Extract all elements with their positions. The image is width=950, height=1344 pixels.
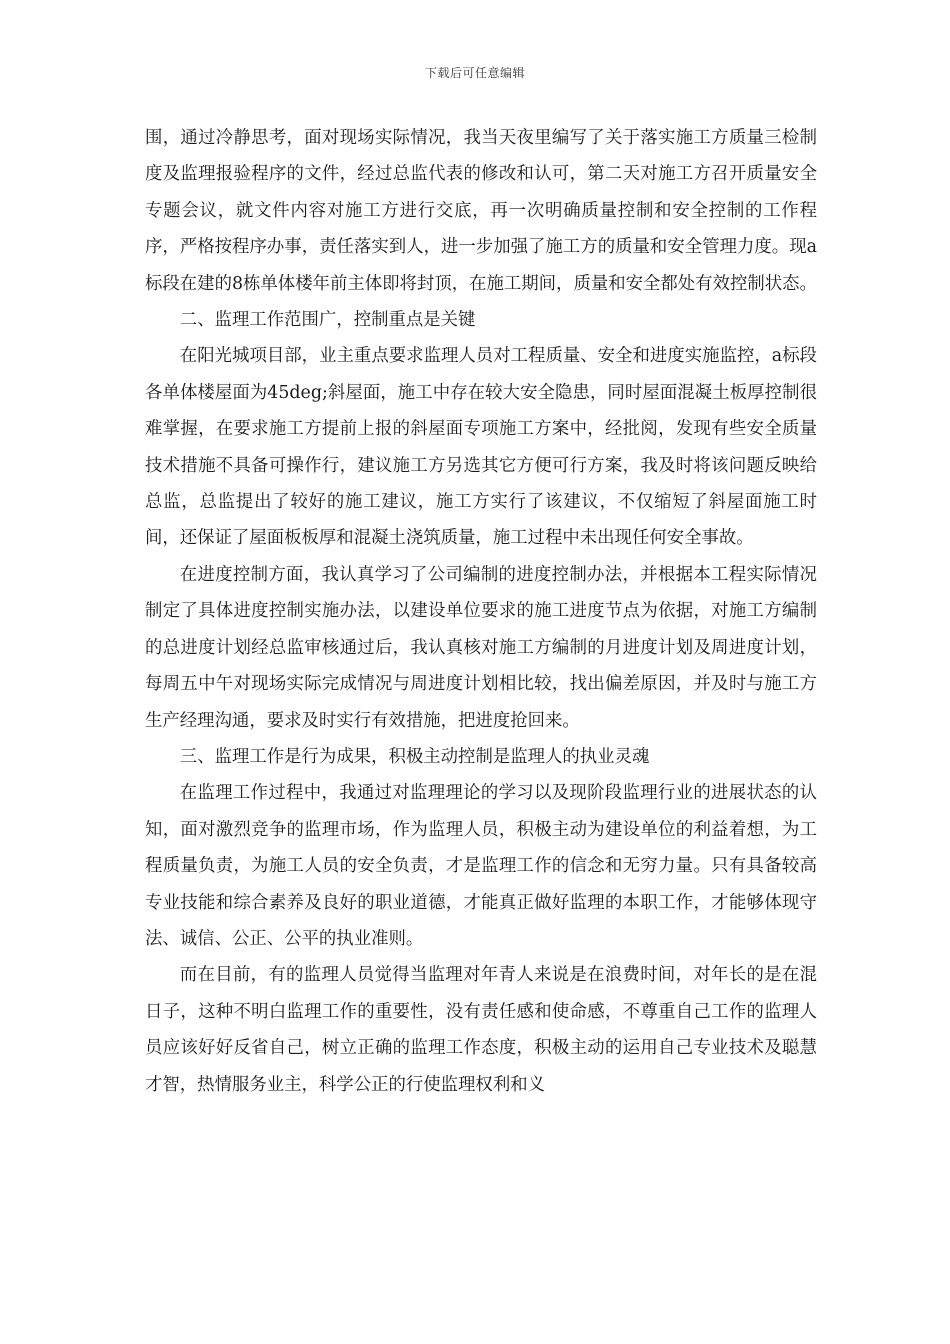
section-heading-3: 三、监理工作是行为成果，积极主动控制是监理人的执业灵魂 <box>179 746 650 767</box>
paragraph-continuation: 围，通过冷静思考，面对现场实际情况，我当天夜里编写了关于落实施工方质量三检制度及监理报验程序的文件，经过总监代表的修改和认可，第二天对施工方召开质量安全专题会议，就文件内容对施工方进行交底，再一次明确质量控制和安全控制的工作程序，严格按程序办事，责任落实到人，进一步加强了施工方的质量和安全管理力度。现a标段在建的8栋单体楼年前主体即将封顶，在施工期间，质量和安全都处有效控制状态。 <box>145 128 817 294</box>
paragraph: 在进度控制方面，我认真学习了公司编制的进度控制办法，并根据本工程实际情况制定了具体进度控制实施办法，以建设单位要求的施工进度节点为依据，对施工方编制的总进度计划经总监审核通过后，我认真核对施工方编制的月进度计划及周进度计划，每周五中午对现场实际完成情况与周进度计划相比较，找出偏差原因，并及时与施工方生产经理沟通，要求及时实行有效措施，把进度抢回来。 <box>145 564 817 731</box>
page-header: 下载后可任意编辑 <box>424 66 525 80</box>
section-heading-2: 二、监理工作范围广，控制重点是关键 <box>179 310 476 331</box>
document-body <box>145 120 817 1103</box>
paragraph: 在阳光城项目部，业主重点要求监理人员对工程质量、安全和进度实施监控，a标段各单体楼屋面为45deg;斜屋面，施工中存在较大安全隐患，同时屋面混凝土板厚控制很难掌握，在要求施工方提前上报的斜屋面专项施工方案中，经批阅，发现有些安全质量技术措施不具备可操作行，建议施工方另选其它方便可行方案，我及时将该问题反映给总监，总监提出了较好的施工建议，施工方实行了该建议，不仅缩短了斜屋面施工时间，还保证了屋面板板厚和混凝土浇筑质量，施工过程中未出现任何安全事故。 <box>145 346 817 549</box>
paragraph: 在监理工作过程中，我通过对监理理论的学习以及现阶段监理行业的进展状态的认知，面对激烈竞争的监理市场，作为监理人员，积极主动为建设单位的利益着想，为工程质量负责，为施工人员的安全负责，才是监理工作的信念和无穷力量。只有具备较高专业技能和综合素养及良好的职业道德，才能真正做好监理的本职工作，才能够体现守法、诚信、公正、公平的执业准则。 <box>145 783 817 949</box>
paragraph: 而在目前，有的监理人员觉得当监理对年青人来说是在浪费时间，对年长的是在混日子，这种不明白监理工作的重要性，没有责任感和使命感，不尊重自己工作的监理人员应该好好反省自己，树立正确的监理工作态度，积极主动的运用自己专业技术及聪慧才智，热情服务业主，科学公正的行使监理权利和义 <box>145 965 817 1095</box>
